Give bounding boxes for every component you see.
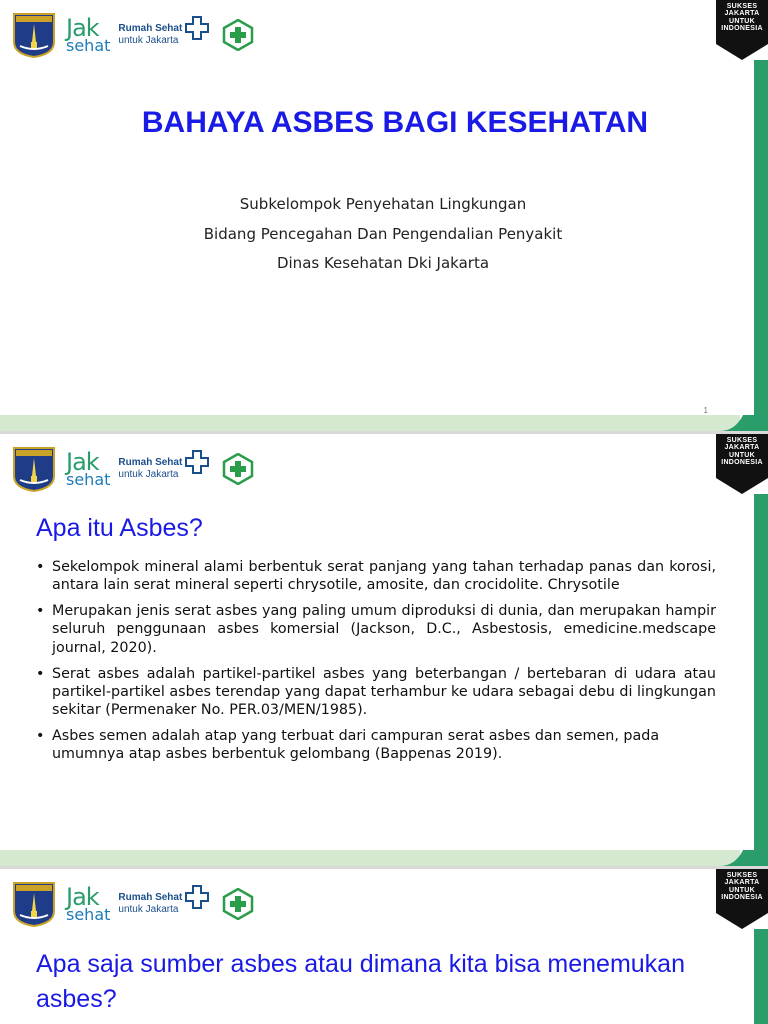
untuk-jakarta-text: untuk Jakarta [118, 904, 179, 915]
badge-line: UNTUK [729, 886, 755, 894]
slide-2 [0, 434, 768, 866]
health-ministry-icon [222, 453, 254, 485]
jakarta-crest-logo [12, 446, 56, 492]
badge-line: SUKSES [726, 437, 758, 444]
slide-title: BAHAYA ASBES BAGI KESEHATAN [141, 106, 649, 139]
slide-heading: Apa itu Asbes? [36, 514, 203, 542]
badge-line: SUKSES [726, 3, 758, 10]
badge-text [716, 437, 768, 466]
untuk-jakarta-text: untuk Jakarta [118, 35, 179, 46]
side-green-band [748, 929, 768, 1024]
sehat-text: sehat [66, 905, 111, 924]
badge-line: UNTUK [729, 17, 755, 25]
rumah-sehat-text: Rumah Sehat [118, 891, 183, 903]
health-ministry-icon [222, 19, 254, 51]
jaksehat-logo [66, 885, 110, 923]
header-logos [12, 12, 254, 58]
slide-3 [0, 869, 768, 1024]
badge-line: INDONESIA [721, 459, 763, 467]
jaksehat-logo [66, 16, 110, 54]
page-number: 1 [703, 406, 708, 415]
plus-cross-icon [184, 884, 210, 910]
slide-1 [0, 0, 768, 431]
sehat-text: sehat [66, 470, 111, 489]
header-logos [12, 881, 254, 927]
subtitle-line: Dinas Kesehatan Dki Jakarta [276, 254, 490, 272]
bullet-item: • Serat asbes adalah partikel-partikel asbes yang beterbangan / bertebaran di udara atau partikel-partikel asbes terendap yang dapat terhambur ke udara sebagai debu di lingkungan sekitar (Permenaker No. PER.03/MEN/1985). [36, 665, 716, 719]
rumah-sehat-text: Rumah Sehat [118, 456, 183, 468]
bullet-item: • Merupakan jenis serat asbes yang paling umum diproduksi di dunia, dan merupakan hampir seluruh penggunaan asbes komersial (Jackson, D.C., Asbestosis, emedicine.medscape journal, 2020). [36, 602, 716, 656]
rumah-sehat-logo [118, 23, 182, 48]
jaksehat-logo [66, 450, 110, 488]
sehat-text: sehat [66, 36, 111, 55]
subtitle-line: Subkelompok Penyehatan Lingkungan [239, 195, 527, 213]
rumah-sehat-text: Rumah Sehat [118, 22, 183, 34]
jak-text: Jak [66, 14, 99, 42]
plus-cross-icon [184, 15, 210, 41]
badge-line: UNTUK [729, 451, 755, 459]
badge-text [716, 872, 768, 901]
jak-text: Jak [66, 883, 99, 911]
footer-green-band [0, 415, 768, 431]
bullet-item: • Sekelompok mineral alami berbentuk serat panjang yang tahan terhadap panas dan korosi, antara lain serat mineral seperti chrysotile, amosite, dan crocidolite. Chrysotile [36, 558, 716, 594]
bullet-list [36, 558, 716, 772]
jakarta-crest-logo [12, 12, 56, 58]
plus-cross-icon [184, 449, 210, 475]
rumah-sehat-logo [118, 457, 182, 482]
badge-line: INDONESIA [721, 894, 763, 902]
jakarta-crest-logo [12, 881, 56, 927]
badge-line: SUKSES [726, 872, 758, 879]
subtitle-line: Bidang Pencegahan Dan Pengendalian Penyakit [203, 225, 563, 243]
jak-text: Jak [66, 448, 99, 476]
side-green-band [748, 494, 768, 854]
bullet-item: • Asbes semen adalah atap yang terbuat dari campuran serat asbes dan semen, pada umumnya atap asbes berbentuk gelombang (Bappenas 2019). [36, 727, 716, 763]
slide-heading: Apa saja sumber asbes atau dimana kita bisa menemukan asbes? [36, 950, 685, 1013]
badge-line: JAKARTA [724, 879, 760, 887]
untuk-jakarta-text: untuk Jakarta [118, 469, 179, 480]
badge-line: JAKARTA [724, 10, 760, 18]
rumah-sehat-logo [118, 892, 182, 917]
badge-line: JAKARTA [724, 444, 760, 452]
badge-text [716, 3, 768, 32]
badge-line: INDONESIA [721, 25, 763, 33]
footer-green-band [0, 850, 768, 866]
side-green-band [748, 60, 768, 420]
header-logos [12, 446, 254, 492]
health-ministry-icon [222, 888, 254, 920]
